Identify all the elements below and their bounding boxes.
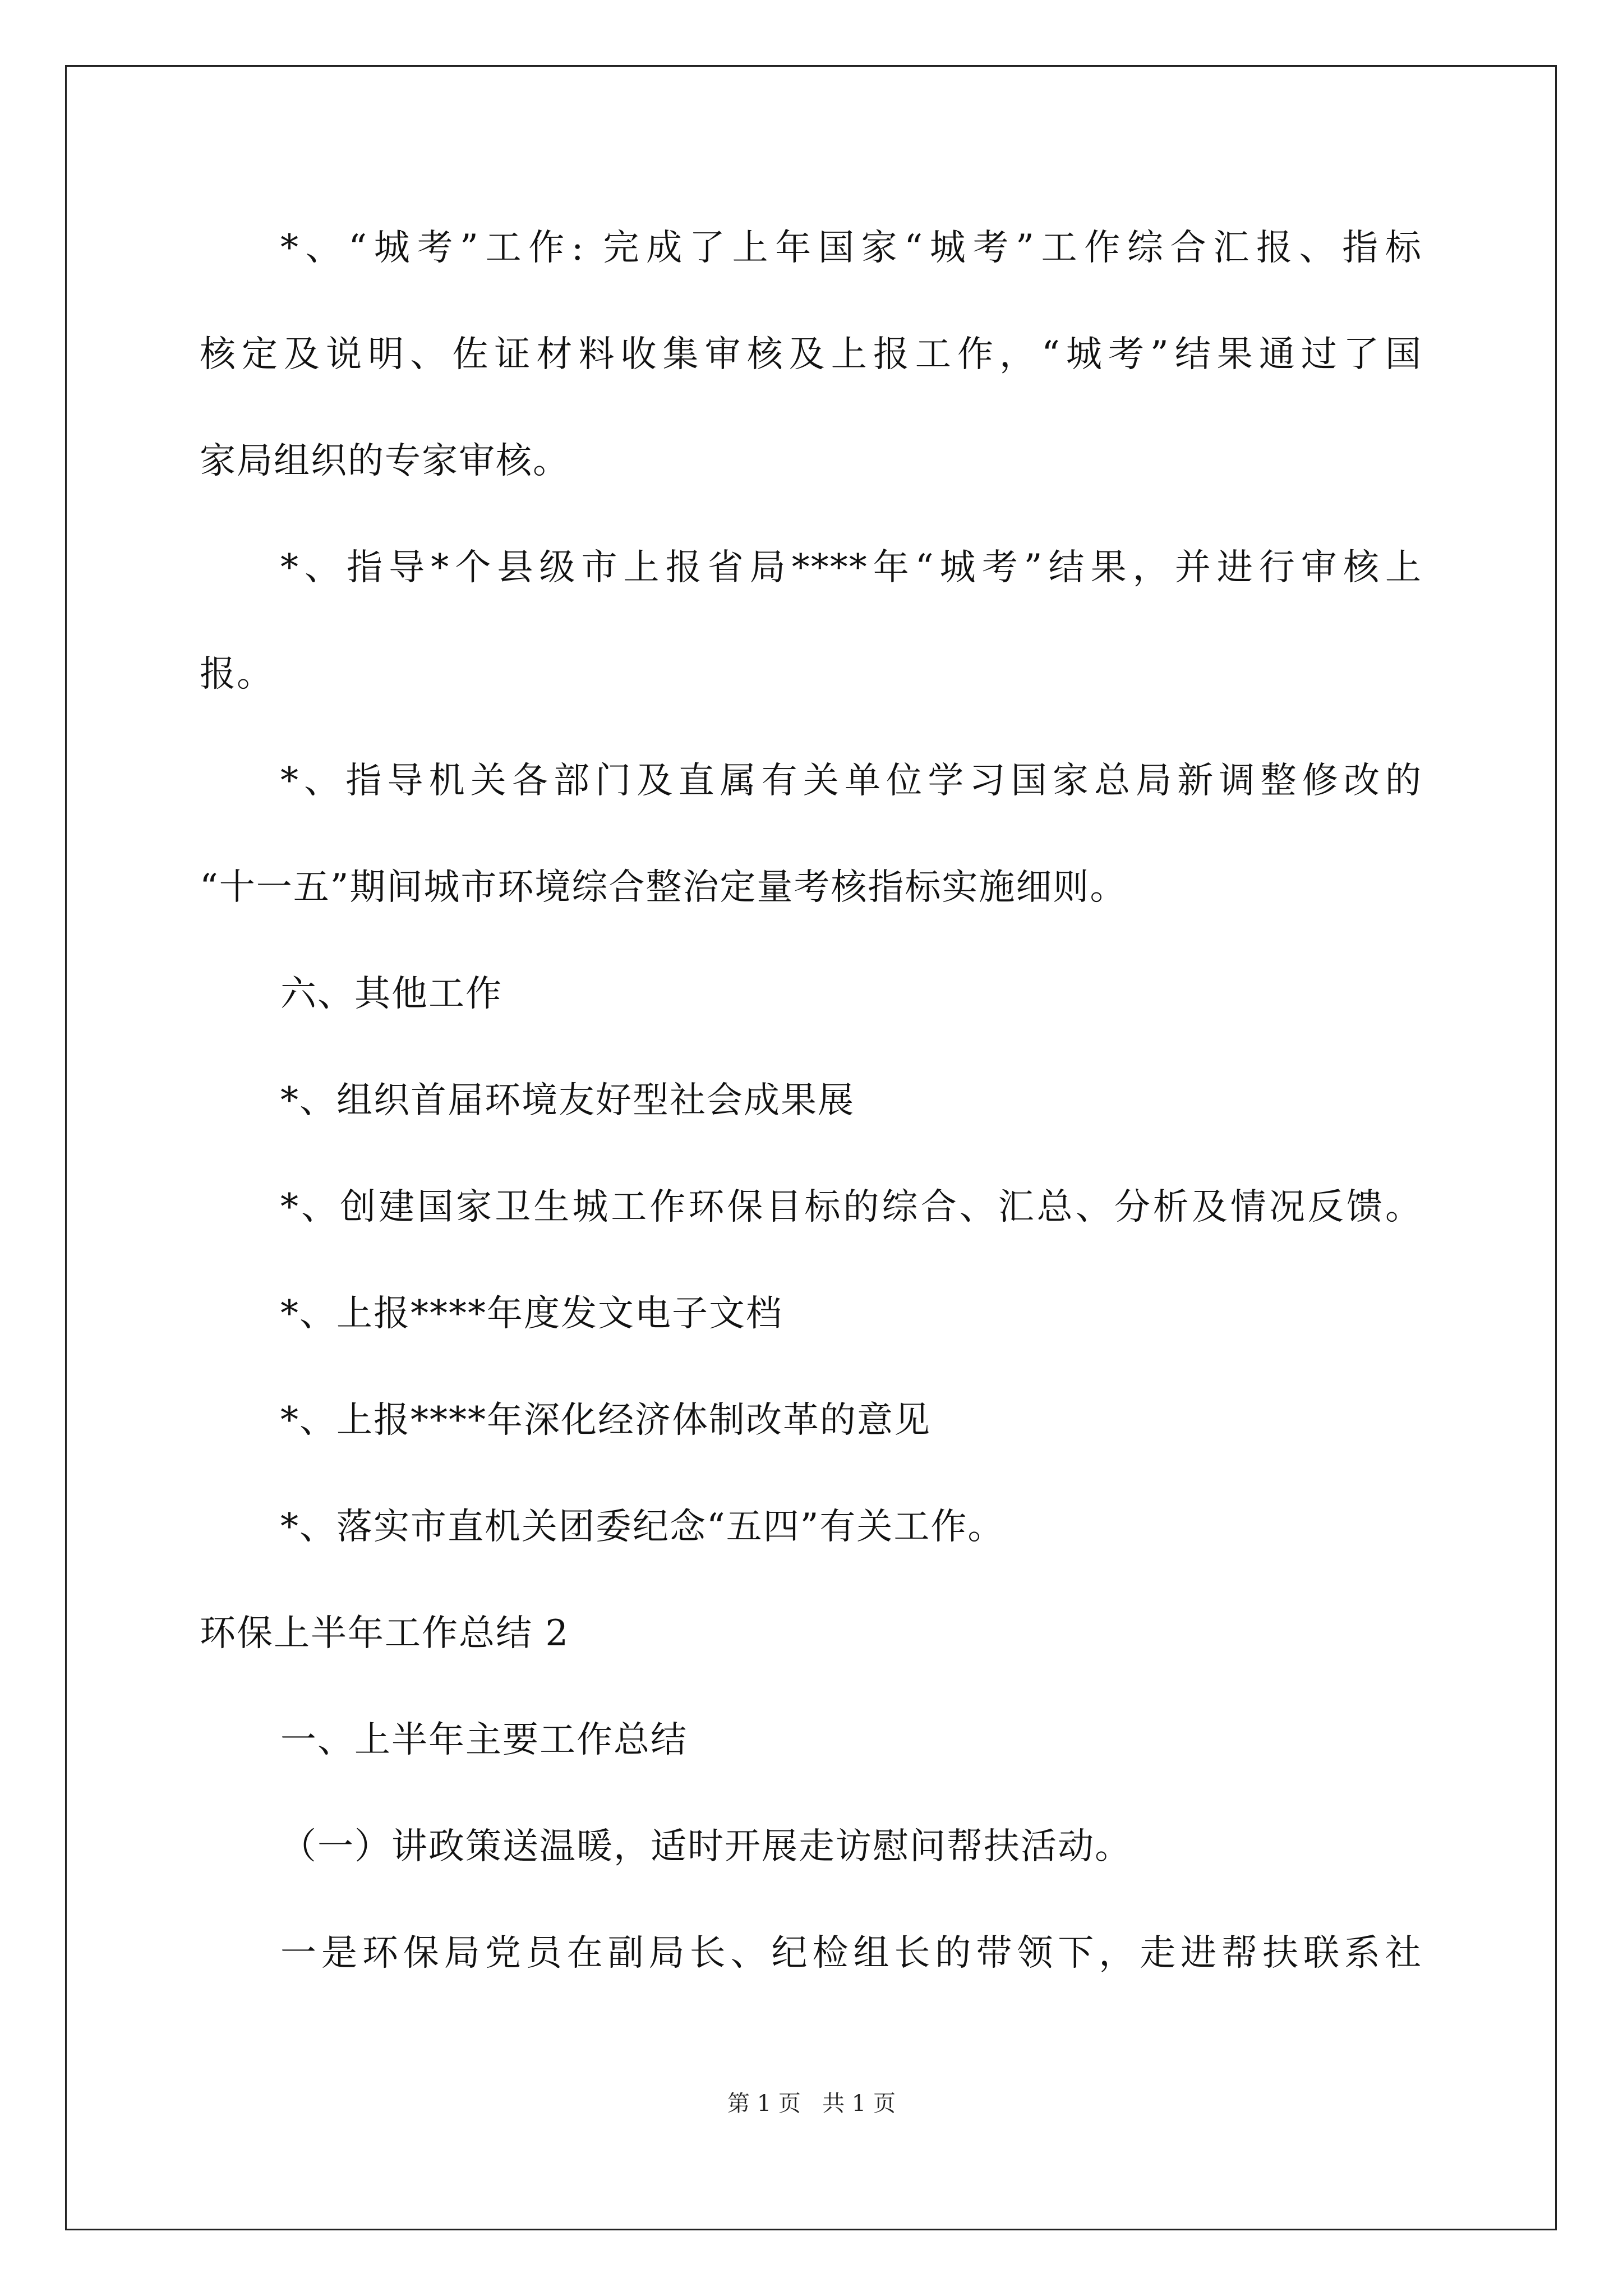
paragraph-line: *、上报****年深化经济体制改革的意见 bbox=[280, 1400, 931, 1441]
paragraph-line: 报。 bbox=[200, 654, 274, 695]
paragraph-line: *、组织首届环境友好型社会成果展 bbox=[280, 1080, 855, 1121]
paragraph-line: 一是环保局党员在副局长、纪检组长的带领下，走进帮扶联系社 bbox=[280, 1932, 1422, 1974]
paragraph-line: 家局组织的专家审核。 bbox=[200, 440, 570, 482]
paragraph-line: *、创建国家卫生城工作环保目标的综合、汇总、分析及情况反馈。 bbox=[280, 1186, 1422, 1228]
page-footer bbox=[0, 2092, 1623, 2115]
document-title: 环保上半年工作总结 2 bbox=[200, 1613, 570, 1654]
page-total: 共 1 页 bbox=[822, 2091, 896, 2116]
paragraph-line: *、指导*个县级市上报省局****年“城考”结果，并进行审核上 bbox=[280, 547, 1422, 588]
paragraph-line: *、指导机关各部门及直属有关单位学习国家总局新调整修改的 bbox=[280, 760, 1422, 802]
paragraph-line: “十一五”期间城市环境综合整治定量考核指标实施细则。 bbox=[200, 867, 1127, 908]
paragraph-line: *、上报****年度发文电子文档 bbox=[280, 1293, 783, 1335]
paragraph-line: *、落实市直机关团委纪念“五四”有关工作。 bbox=[280, 1506, 1005, 1548]
paragraph-line: *、“城考”工作: 完成了上年国家“城考”工作综合汇报、指标 bbox=[280, 227, 1422, 269]
page-number: 第 1 页 bbox=[727, 2091, 801, 2116]
subsection-heading: （一）讲政策送温暖，适时开展走访慰问帮扶活动。 bbox=[280, 1826, 1132, 1867]
page-border bbox=[65, 65, 1557, 2230]
section-heading: 六、其他工作 bbox=[280, 973, 502, 1015]
section-heading: 一、上半年主要工作总结 bbox=[280, 1719, 688, 1761]
paragraph-line: 核定及说明、佐证材料收集审核及上报工作，“城考”结果通过了国 bbox=[200, 334, 1422, 375]
